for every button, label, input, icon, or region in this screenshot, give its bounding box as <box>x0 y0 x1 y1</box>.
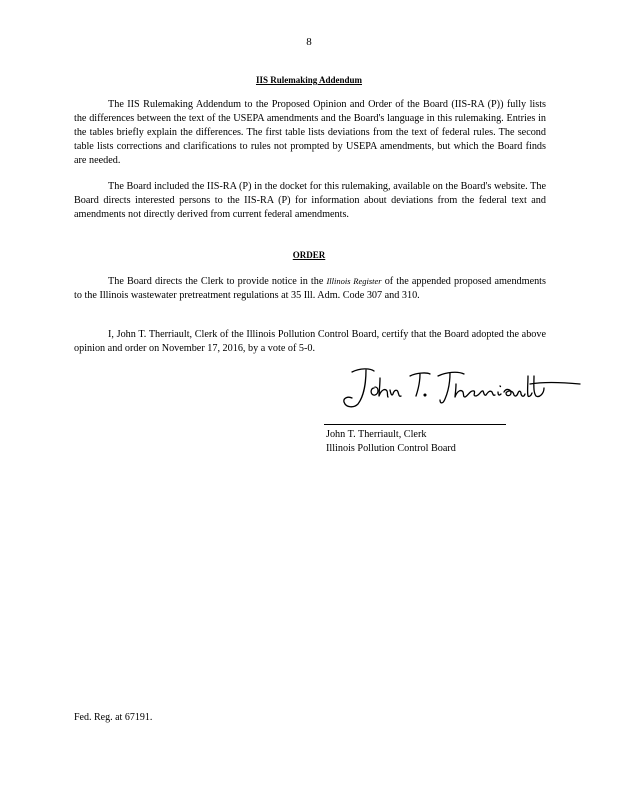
addendum-heading <box>0 75 618 85</box>
page-number: 8 <box>306 36 312 48</box>
order-paragraph-start: The Board directs the Clerk to provide notice in the <box>108 276 327 287</box>
signatory-name: John T. Therriault, Clerk <box>326 429 427 440</box>
handwritten-signature <box>330 362 600 412</box>
signature-line <box>324 424 506 425</box>
illinois-register-title: Illinois Register <box>326 276 382 286</box>
footnote: Fed. Reg. at 67191. <box>74 712 153 723</box>
order-paragraph <box>74 274 546 303</box>
certification-paragraph: I, John T. Therriault, Clerk of the Illinois Pollution Control Board, certify that the Board adopted the above opinion and order on November 17, 2016, by a vote of 5-0. <box>74 329 546 354</box>
order-heading-text: ORDER <box>292 250 326 260</box>
order-heading <box>0 250 618 260</box>
signatory-organization: Illinois Pollution Control Board <box>326 443 456 454</box>
order-paragraph-end: of the appended proposed amendments to the Illinois wastewater pretreatment regulations at 35 Ill. Adm. Code 307 and 310. <box>74 276 546 301</box>
addendum-heading-text: IIS Rulemaking Addendum <box>255 75 363 85</box>
addendum-paragraph-2: The Board included the IIS-RA (P) in the docket for this rulemaking, available on the Board's website. The Board directs interested persons to the IIS-RA (P) for information about deviations from the federal text and amendments not directly derived from current federal amendments. <box>74 181 546 220</box>
addendum-paragraph-1: The IIS Rulemaking Addendum to the Proposed Opinion and Order of the Board (IIS-RA (P)) fully lists the differences between the text of the USEPA amendments and the Board's language in this rulemaking. Entries in the tables briefly explain the differences. The first table lists deviations from the text of federal rules. The second table lists corrections and clarifications to rules not prompted by USEPA amendments, but which the Board finds are needed. <box>74 99 546 166</box>
